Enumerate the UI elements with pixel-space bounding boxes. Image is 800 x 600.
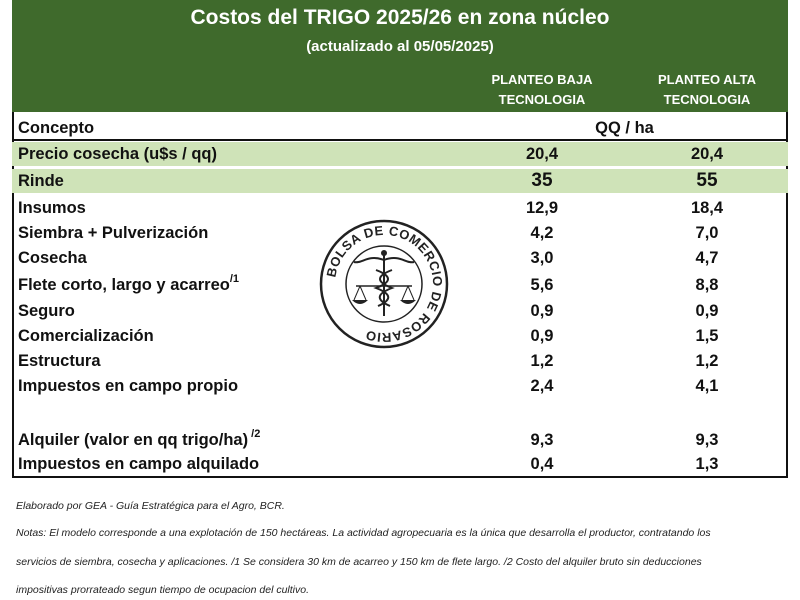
value-baja: 5,6 [530, 276, 554, 294]
value-baja: 2,4 [530, 377, 554, 395]
value-alta: 1,5 [695, 327, 719, 345]
value-baja: 35 [531, 170, 553, 191]
row-label: Impuestos en campo propio [18, 377, 239, 395]
value-alta: 1,3 [695, 455, 719, 473]
value-baja: 3,0 [530, 249, 554, 267]
table-row [12, 349, 788, 373]
table-row [12, 374, 788, 398]
value-baja: 0,9 [530, 302, 554, 320]
row-label: Seguro [18, 302, 75, 320]
svg-text:BOLSA DE COMERCIO DE ROSARIO: BOLSA DE COMERCIO DE ROSARIO [323, 222, 446, 346]
row-label: Alquiler (valor en qq trigo/ha) $^{/2}$ [18, 428, 261, 449]
table-subtitle: (actualizado al 05/05/2025) [306, 38, 494, 55]
value-alta: 7,0 [695, 224, 719, 242]
table-row-precio [12, 142, 788, 166]
value-alta: 8,8 [695, 276, 719, 294]
value-alta: 9,3 [695, 431, 719, 449]
divider [12, 139, 788, 141]
table-row-rinde [12, 169, 788, 193]
value-baja: 0,4 [530, 455, 554, 473]
row-label: Estructura [18, 352, 101, 370]
row-label: Impuestos en campo alquilado [18, 455, 260, 473]
notes-line: servicios de siembra, cosecha y aplicaciones. /1 Se considera 30 km de acarreo y 150 km de flete largo. /2 Costo del alquiler bruto sin deducciones [16, 556, 702, 568]
value-alta: 4,7 [695, 249, 719, 267]
notes-line: impositivas prorrateado segun tiempo de ocupacion del cultivo. [16, 584, 310, 596]
row-label: Flete corto, largo y acarreo$^{/1}$ [18, 273, 240, 294]
value-baja: 20,4 [525, 145, 559, 163]
value-baja: 0,9 [530, 327, 554, 345]
row-label: Comercialización [18, 327, 154, 345]
unit-label: QQ / ha [595, 119, 654, 137]
value-alta: 0,9 [695, 302, 719, 320]
value-alta: 1,2 [695, 352, 719, 370]
value-baja: 4,2 [530, 224, 554, 242]
table-header [12, 0, 788, 112]
value-baja: 1,2 [530, 352, 554, 370]
row-label: Siembra + Pulverización [18, 224, 209, 242]
concept-row [12, 116, 788, 140]
value-baja: 9,3 [530, 431, 554, 449]
notes-line: Notas: El modelo corresponde a una explotación de 150 hectáreas. La actividad agropecuaria es la única que desarrolla el productor, contratando los [16, 527, 711, 539]
source-note: Elaborado por GEA - Guía Estratégica para el Agro, BCR. [16, 500, 285, 512]
row-label: Insumos [18, 199, 86, 217]
value-alta: 4,1 [695, 377, 719, 395]
col-header-alta: PLANTEO ALTA TECNOLOGIA [658, 72, 756, 107]
concept-label: Concepto [18, 119, 95, 137]
value-alta: 18,4 [690, 199, 724, 217]
row-label: Precio cosecha (u$s / qq) [18, 145, 217, 163]
col-header-baja: PLANTEO BAJA TECNOLOGIA [491, 72, 593, 107]
bolsa-rosario-seal-icon [318, 218, 450, 350]
value-alta: 55 [696, 170, 718, 191]
table-row [12, 452, 788, 476]
value-alta: 20,4 [690, 145, 724, 163]
value-baja: 12,9 [525, 199, 559, 217]
table-row [12, 428, 788, 452]
table-row [12, 196, 788, 220]
row-label: Rinde [18, 172, 64, 190]
table-title: Costos del TRIGO 2025/26 en zona núcleo [190, 6, 610, 29]
row-label: Cosecha [18, 249, 87, 267]
